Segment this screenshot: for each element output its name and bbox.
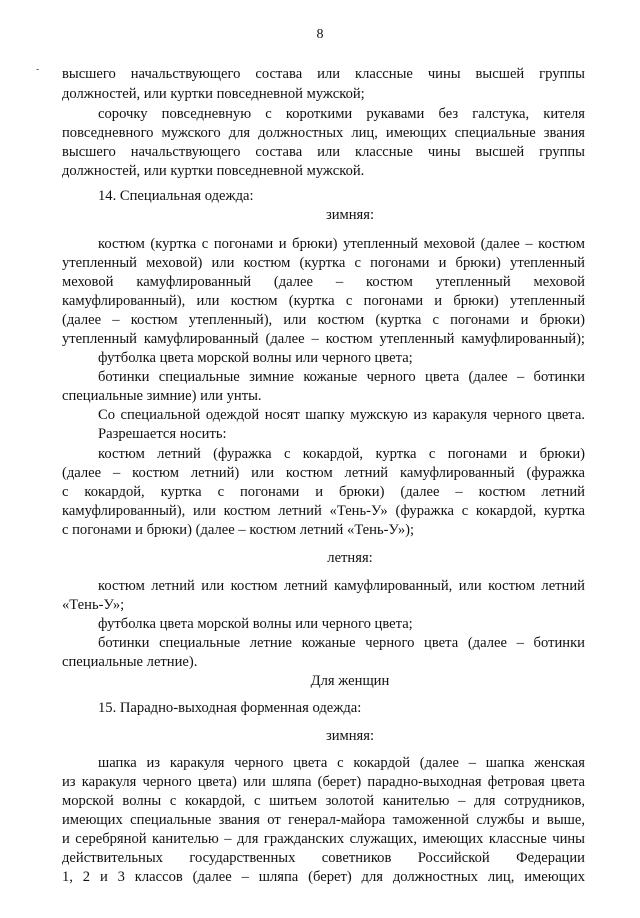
text-line: ботинки специальные летние кожаные черного цвета (далее – ботинки (98, 635, 585, 651)
text-line: морской волны с кокардой, с шитьем золотой канителью – для сотрудников, (62, 793, 585, 809)
text-line: имеющих специальные звания от генерал-майора таможенной службы и выше, (62, 812, 585, 828)
text-line: Со специальной одеждой носят шапку мужскую из каракуля черного цвета. (98, 407, 585, 423)
text-line: и серебряной канителью – для гражданских служащих, имеющих классные чины (62, 831, 585, 847)
text-line: «Тень-У»; (62, 597, 125, 613)
text-line: высшего начальствующего состава или классные чины высшей группы (62, 144, 585, 160)
text-line: должностей, или куртки повседневной мужской; (62, 86, 365, 102)
text-line: камуфлированный), или костюм (куртка с погонами и брюки) утепленный (62, 293, 585, 309)
text-line: специальные летние). (62, 654, 198, 670)
text-line: камуфлированный), или костюм летний «Тень-У» (фуражка с кокардой, куртка (62, 503, 585, 519)
section-heading: 15. Парадно-выходная форменная одежда: (98, 700, 362, 716)
text-line: с погонами и брюки) (далее – костюм летний «Тень-У»); (62, 522, 415, 538)
text-line: футболка цвета морской волны или черного цвета; (98, 350, 413, 366)
text-line: костюм летний (фуражка с кокардой, куртка с погонами и брюки) (98, 446, 585, 462)
text-line: (далее – костюм утепленный), или костюм (куртка с погонами и брюки) (62, 312, 585, 328)
text-line: действительных государственных советников Российской Федерации (62, 850, 585, 866)
text-line: утепленный меховой) или костюм (куртка с погонами и брюки) утепленный (62, 255, 585, 271)
text-line: должностей, или куртки повседневной мужской. (62, 163, 365, 179)
section-heading: 14. Специальная одежда: (98, 188, 254, 204)
text-line: меховой камуфлированный (далее – костюм утепленный меховой (62, 274, 585, 290)
text-line: из каракуля черного цвета) или шляпа (берет) парадно-выходная фетровая цвета (62, 774, 585, 790)
text-line: ботинки специальные зимние кожаные черного цвета (далее – ботинки (98, 369, 585, 385)
text-line: утепленный камуфлированный (далее – костюм утепленный камуфлированный); (62, 331, 585, 347)
subheading: зимняя: (325, 207, 375, 223)
subheading: зимняя: (325, 728, 375, 744)
text-line: костюм (куртка с погонами и брюки) утепленный меховой (далее – костюм (98, 236, 585, 252)
text-line: Разрешается носить: (98, 426, 227, 442)
text-line: костюм летний или костюм летний камуфлированный, или костюм летний (98, 578, 585, 594)
text-line: высшего начальствующего состава или классные чины высшей группы (62, 66, 585, 82)
subheading: Для женщин (310, 673, 390, 689)
text-line: повседневного мужского для должностных лиц, имеющих специальные звания (62, 125, 585, 141)
page-number: 8 (316, 27, 324, 42)
subheading: летняя: (327, 550, 373, 566)
text-line: 1, 2 и 3 классов (далее – шляпа (берет) для должностных лиц, имеющих (62, 869, 585, 885)
margin-mark: - (36, 64, 40, 75)
text-line: футболка цвета морской волны или черного цвета; (98, 616, 413, 632)
text-line: шапка из каракуля черного цвета с кокардой (далее – шапка женская (98, 755, 585, 771)
text-line: сорочку повседневную с короткими рукавами без галстука, кителя (98, 106, 585, 122)
text-line: с кокардой, куртка с погонами и брюки) (далее – костюм летний (62, 484, 585, 500)
text-line: (далее – костюм летний) или костюм летний камуфлированный (фуражка (62, 465, 585, 481)
text-line: специальные зимние) или унты. (62, 388, 262, 404)
